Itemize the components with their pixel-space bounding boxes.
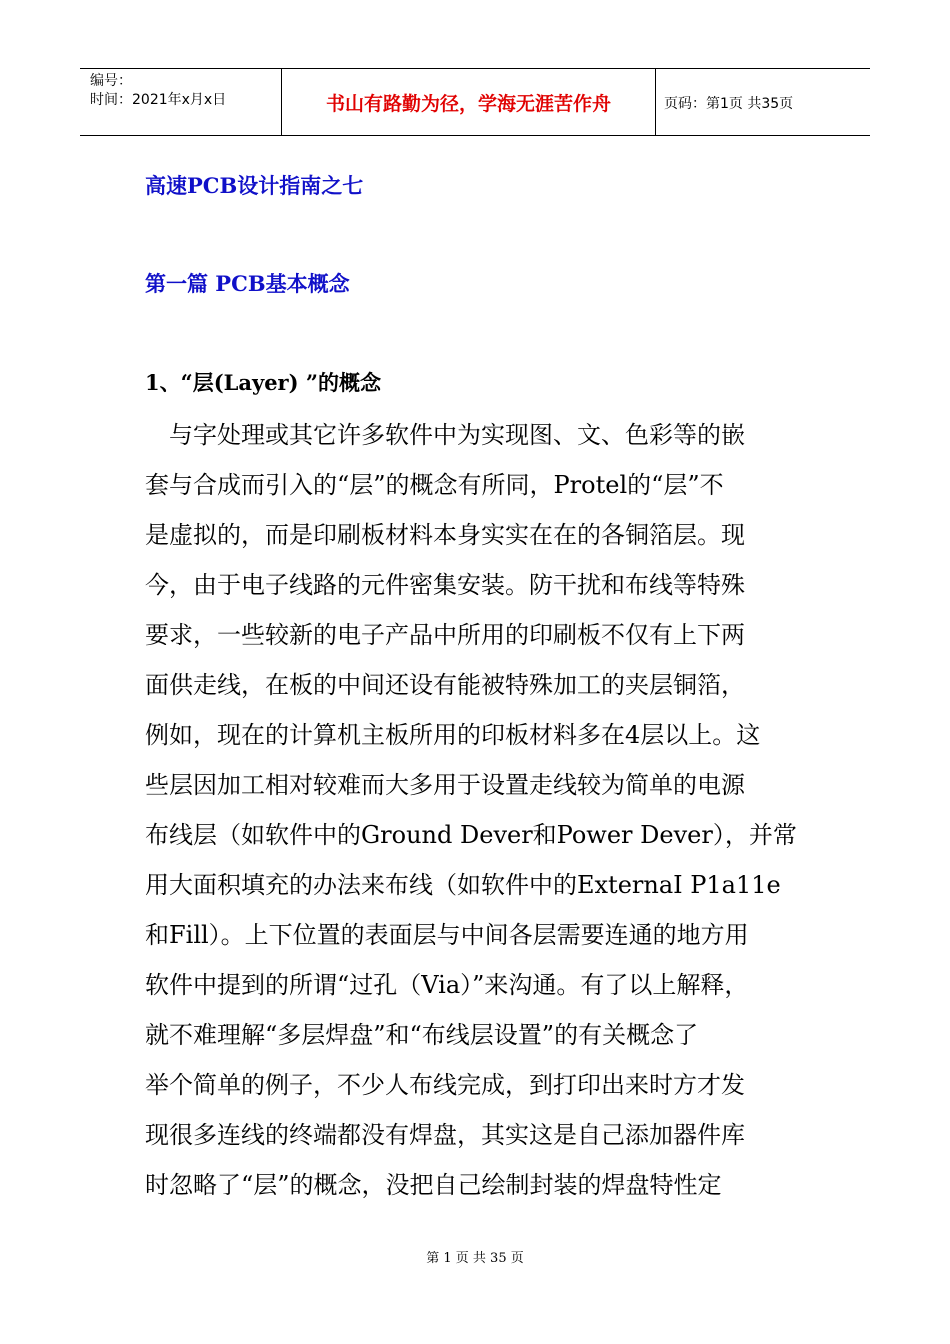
header-motto: 书山有路勤为径，学海无涯苦作舟 [325, 92, 611, 115]
body-line: 例如，现在的计算机主板所用的印板材料多在4层以上。这 [145, 721, 761, 749]
chapter-title: 第一篇 PCB基本概念 [145, 271, 350, 296]
document-title: 高速PCB设计指南之七 [145, 173, 364, 198]
body-line: 软件中提到的所谓“过孔（Via）”来沟通。有了以上解释， [145, 971, 749, 999]
body-text [145, 410, 825, 1210]
header-divider-right [655, 68, 656, 136]
body-line: 要求，一些较新的电子产品中所用的印刷板不仅有上下两 [145, 621, 745, 649]
header-meta [90, 72, 226, 110]
header-page-info: 页码：第1页 共35页 [664, 96, 794, 112]
body-line: 和Fill）。上下位置的表面层与中间各层需要连通的地方用 [145, 921, 749, 949]
body-line: 现很多连线的终端都没有焊盘，其实这是自己添加器件库 [145, 1121, 745, 1149]
body-line: 是虚拟的，而是印刷板材料本身实实在在的各铜箔层。现 [145, 521, 745, 549]
time-label: 时间：2021年x月x日 [90, 92, 227, 108]
section-heading: 1、“层(Layer) ”的概念 [145, 370, 381, 395]
body-line: 布线层（如软件中的Ground Dever和Power Dever），并常 [145, 821, 797, 849]
body-line: 套与合成而引入的“层”的概念有所同，Protel的“层”不 [145, 471, 724, 499]
body-line: 用大面积填充的办法来布线（如软件中的ExternaI P1a11e [145, 871, 781, 899]
body-line: 与字处理或其它许多软件中为实现图、文、色彩等的嵌 [145, 421, 745, 449]
body-line: 些层因加工相对较难而大多用于设置走线较为简单的电源 [145, 771, 745, 799]
code-label: 编号： [90, 73, 132, 89]
body-line: 时忽略了“层”的概念，没把自己绘制封装的焊盘特性定 [145, 1171, 722, 1199]
body-line: 举个简单的例子，不少人布线完成，到打印出来时方才发 [145, 1071, 745, 1099]
body-line: 就不难理解“多层焊盘”和“布线层设置”的有关概念了 [145, 1021, 699, 1049]
page-footer: 第 1 页 共 35 页 [426, 1251, 524, 1266]
body-line: 面供走线，在板的中间还设有能被特殊加工的夹层铜箔， [145, 671, 745, 699]
body-line: 今，由于电子线路的元件密集安装。防干扰和布线等特殊 [145, 571, 745, 599]
